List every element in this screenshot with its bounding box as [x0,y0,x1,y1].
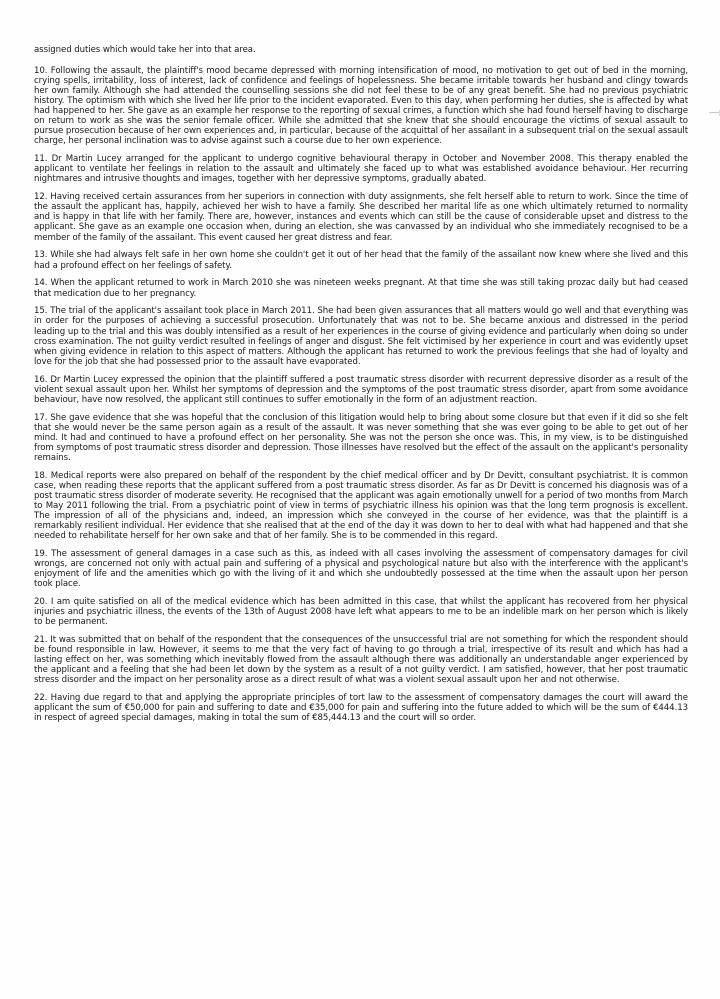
paragraph-21: 21. It was submitted that on behalf of the respondent that the consequences of the unsuccessful trial are not something for which the respondent should be found responsible in law. However, it seems to me that the very fact of having to go through a trial, irrespective of its result and which has had a lasting effect on her, was something which inevitably flowed from the assault although there was additionally an understandable anger experienced by the applicant and a feeling that she had been let down by the system as a result of a not guilty verdict. I am satisfied, however, that her post traumatic stress disorder and the impact on her personality arose as a direct result of what was a violent sexual assault upon her and not otherwise. [34,635,688,686]
paragraph-15: 15. The trial of the applicant's assailant took place in March 2011. She had been given assurances that all matters would go well and that everything was in order for the purposes of achieving a successful prosecution. Unfortunately that was not to be. She became anxious and distressed in the period leading up to the trial and this was doubly intensified as a result of her experiences in the course of giving evidence and particularly when doing so under cross examination. The not guilty verdict resulted in feelings of anger and disgust. She felt victimised by her experience in court and was evidently upset when giving evidence in relation to this aspect of matters. Although the applicant has returned to work the previous feelings that she had of loyalty and love for the job that she had possessed prior to the assault have evaporated. [34,306,688,367]
paragraph-20: 20. I am quite satisfied on all of the medical evidence which has been admitted in this case, that whilst the applicant has recovered from her physical injuries and psychiatric illness, the events of the 13th of August 2008 have left what appears to me to be an indelible mark on her person which is likely to be permanent. [34,597,688,628]
paragraph-16: 16. Dr Martin Lucey expressed the opinion that the plaintiff suffered a post traumatic stress disorder with recurrent depressive disorder as a result of the violent sexual assault upon her. Whilst her symptoms of depression and the symptoms of the post traumatic stress disorder, apart from some avoidance behaviour, have now resolved, the applicant still continues to suffer emotionally in the form of an adjustment reaction. [34,374,688,405]
paragraph-17: 17. She gave evidence that she was hopeful that the conclusion of this litigation would help to bring about some closure but that even if it did so she felt that she would never be the same person again as a result of the assault. It was never something that she was ever going to be able to get out of her mind. It had and continued to have a profound effect on her personality. She was not the person she once was. This, in my view, is to be distinguished from symptoms of post traumatic stress disorder and depression. Those illnesses have resolved but the effect of the assault on the applicant's personality remains. [34,412,688,463]
paragraph-12: 12. Having received certain assurances from her superiors in connection with duty assignments, she felt herself able to return to work. Since the time of the assault the applicant has, happily, achieved her wish to have a family. She described her marital life as one which ultimately returned to normality and is happy in that life with her family. There are, however, instances and events which can still be the cause of considerable upset and distress to the applicant. She gave as an example one occasion when, during an election, she was canvassed by an individual who she immediately recognised to be a member of the family of the assailant. This event caused her great distress and fear. [34,192,688,243]
paragraph-14: 14. When the applicant returned to work in March 2010 she was nineteen weeks pregnant. At that time she was still taking prozac daily but had ceased that medication due to her pregnancy. [34,278,688,299]
paragraph-22: 22. Having due regard to that and applying the appropriate principles of tort law to the assessment of compensatory damages the court will award the applicant the sum of €50,000 for pain and suffering to date and €35,000 for pain and suffering into the future added to which will be the sum of €444.13 in respect of agreed special damages, making in total the sum of €85,444.13 and the court will so order. [34,693,688,724]
scroll-indicator[interactable] [709,112,720,113]
paragraph-continuation: assigned duties which would take her into that area. [34,45,256,55]
document-page [34,45,688,731]
paragraph-10: 10. Following the assault, the plaintiff's mood became depressed with morning intensification of mood, no motivation to get out of bed in the morning, crying spells, irritability, loss of interest, lack of confidence and feelings of hopelessness. She became irritable towards her husband and clingy towards her own family. Although she had attended the counselling sessions she did not feel these to be of any great benefit. She had no previous psychiatric history. The optimism with which she lived her life prior to the incident evaporated. Even to this day, when performing her duties, she is affected by what had happened to her. She gave as an example her response to the reporting of sexual crimes, a function which she had found herself having to discharge on return to work as she was the senior female officer. While she admitted that she knew that she should encourage the victims of sexual assault to pursue prosecution because of her own experiences and, in particular, because of the acquittal of her assailant in a subsequent trial on the sexual assault charge, her personal inclination was to advise against such a course due to her own experience. [34,66,688,147]
paragraph-11: 11. Dr Martin Lucey arranged for the applicant to undergo cognitive behavioural therapy in October and November 2008. This therapy enabled the applicant to ventilate her feelings in relation to the assault and ultimately she faced up to what was established avoidance behaviour. Her recurring nightmares and intrusive thoughts and images, together with her depressive symptoms, gradually abated. [34,154,688,185]
paragraph-19: 19. The assessment of general damages in a case such as this, as indeed with all cases involving the assessment of compensatory damages for civil wrongs, are concerned not only with actual pain and suffering of a physical and psychological nature but also with the interference with the applicant's enjoyment of life and the amenities which go with the living of it and which she undoubtedly possessed at the time when the assault upon her person took place. [34,548,688,590]
paragraph-13: 13. While she had always felt safe in her own home she couldn't get it out of her head that the family of the assailant now knew where she lived and this had a profound effect on her feelings of safety. [34,250,688,271]
paragraph-18: 18. Medical reports were also prepared on behalf of the respondent by the chief medical officer and by Dr Devitt, consultant psychiatrist. It is common case, when reading these reports that the applicant suffered from a post traumatic stress disorder. As far as Dr Devitt is concerned his diagnosis was of a post traumatic stress disorder of moderate severity. He recognised that the applicant was again emotionally unwell for a period of two months from March to May 2011 following the trial. From a psychiatric point of view in terms of psychiatric illness his opinion was that the long term prognosis is excellent. The impression of all of the physicians and, indeed, an impression which she conveyed in the course of her evidence, was that the plaintiff is a remarkably resilient individual. Her evidence that she realised that at the end of the day it was down to her to deal with what had happened and that she needed to rehabilitate herself for her own sake and that of her family. She is to be commended in this regard. [34,470,688,542]
